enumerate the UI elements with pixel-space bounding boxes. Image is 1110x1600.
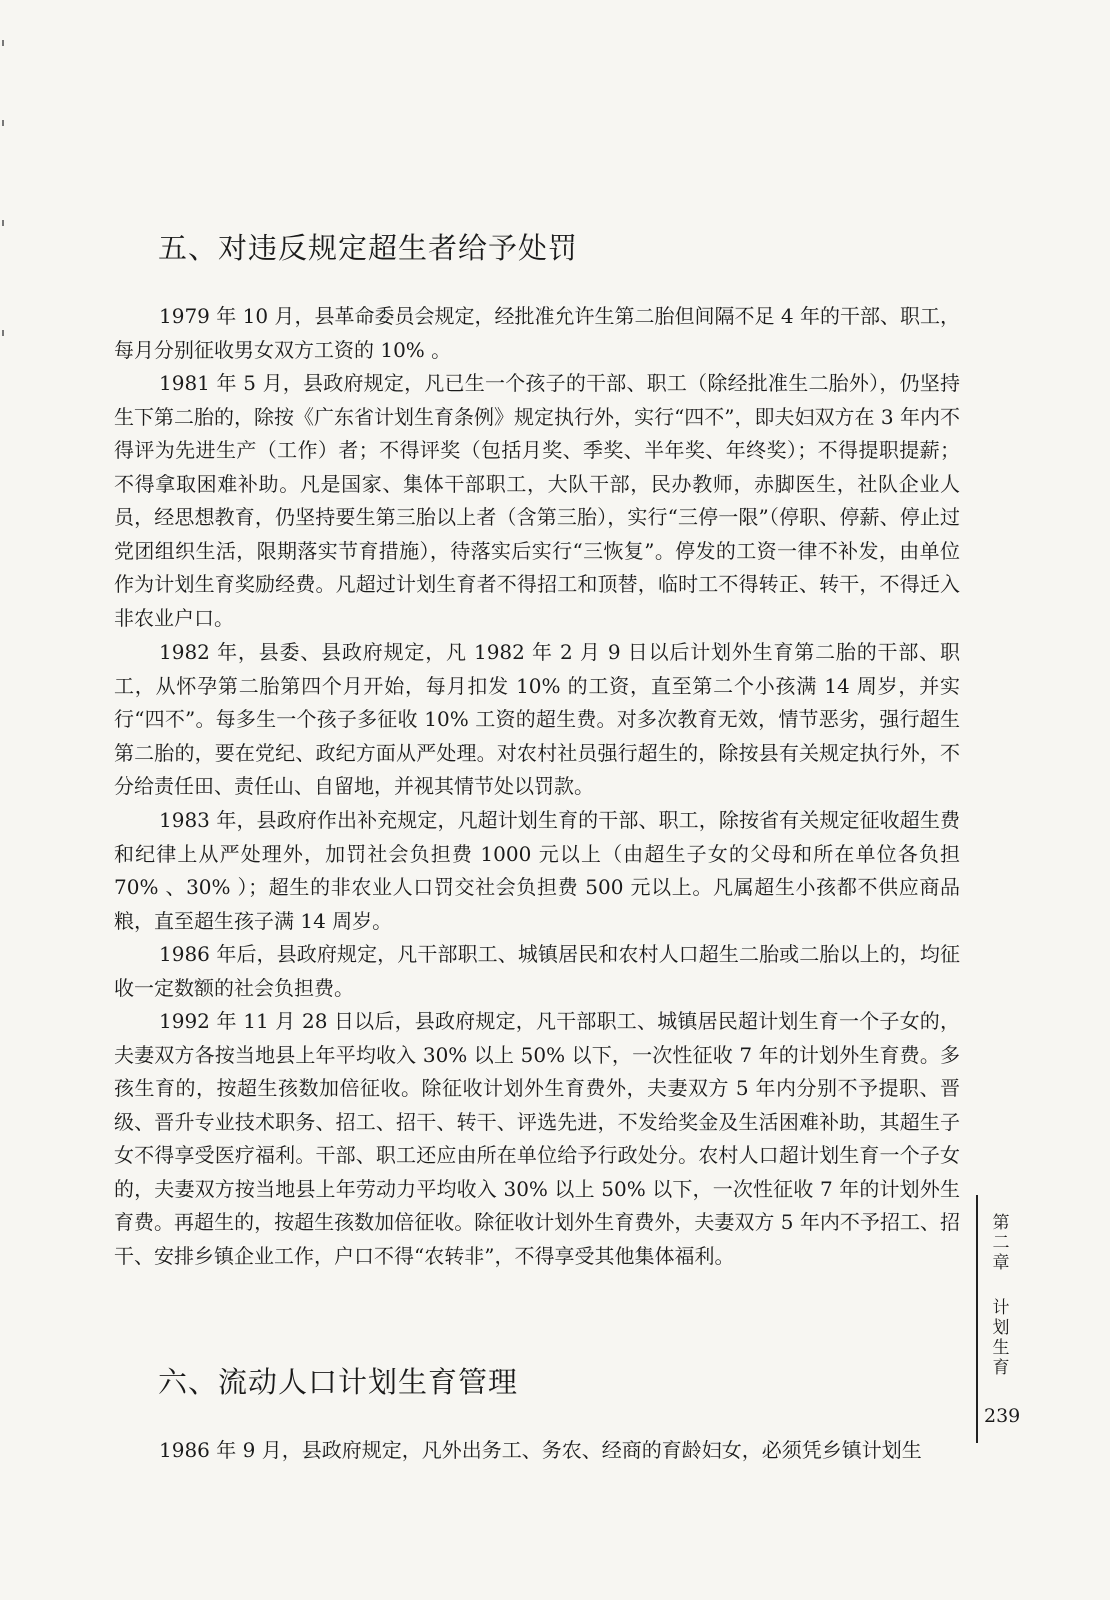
body-paragraph: 1986 年 9 月，县政府规定，凡外出务工、务农、经商的育龄妇女，必须凭乡镇计划生 xyxy=(159,1438,922,1462)
body-paragraph: 1981 年 5 月，县政府规定，凡已生一个孩子的干部、职工（除经批准生二胎外），仍坚持生下第二胎的，除按《广东省计划生育条例》规定执行外，实行“四不”，即夫妇双方在 3 年内不得评为先进生产（工作）者；不得评奖（包括月奖、季奖、半年奖、年终奖）；不得提职提薪；不得拿取困难补助。凡是国家、集体干部职工，大队干部，民办教师，赤脚医生，社队企业人员，经思想教育，仍坚持要生第三胎以上者（含第三胎），实行“三停一限”（停职、停薪、停止过党团组织生活，限期落实节育措施），待落实后实行“三恢复”。停发的工资一律不补发，由单位作为计划生育奖励经费。凡超过计划生育者不得招工和顶替，临时工不得转正、转干，不得迁入非农业户口。 xyxy=(114,371,960,630)
scan-edge-mark xyxy=(2,40,4,46)
running-chapter-number: 第二章 xyxy=(992,1213,1010,1273)
body-paragraph: 1982 年，县委、县政府规定，凡 1982 年 2 月 9 日以后计划外生育第二胎的干部、职工，从怀孕第二胎第四个月开始，每月扣发 10% 的工资，直至第二个小孩满 14 周岁，并实行“四不”。每多生一个孩子多征收 10% 工资的超生费。对多次教育无效，情节恶劣，强行超生第二胎的，要在党纪、政纪方面从严处理。对农村社员强行超生的，除按县有关规定执行外，不分给责任田、责任山、自留地，并视其情节处以罚款。 xyxy=(114,640,960,798)
scan-edge-mark xyxy=(2,330,4,336)
section-heading: 六、流动人口计划生育管理 xyxy=(158,1365,519,1399)
body-paragraph: 1979 年 10 月，县革命委员会规定，经批准允许生第二胎但间隔不足 4 年的干部、职工，每月分别征收男女双方工资的 10% 。 xyxy=(114,304,960,362)
margin-rule xyxy=(976,1195,978,1443)
running-chapter-title: 计划生育 xyxy=(992,1298,1010,1378)
page-number: 239 xyxy=(984,1405,1021,1427)
scan-edge-mark xyxy=(2,120,4,126)
body-paragraph: 1986 年后，县政府规定，凡干部职工、城镇居民和农村人口超生二胎或二胎以上的，均征收一定数额的社会负担费。 xyxy=(114,942,960,1000)
section-heading: 五、对违反规定超生者给予处罚 xyxy=(158,231,579,265)
body-paragraph: 1983 年，县政府作出补充规定，凡超计划生育的干部、职工，除按省有关规定征收超生费和纪律上从严处理外，加罚社会负担费 1000 元以上（由超生子女的父母和所在单位各负担 70% 、30% ）；超生的非农业人口罚交社会负担费 500 元以上。凡属超生小孩都不供应商品粮，直至超生孩子满 14 周岁。 xyxy=(114,808,960,933)
scan-edge-mark xyxy=(2,220,4,226)
body-paragraph: 1992 年 11 月 28 日以后，县政府规定，凡干部职工、城镇居民超计划生育一个子女的，夫妻双方各按当地县上年平均收入 30% 以上 50% 以下，一次性征收 7 年的计划外生育费。多孩生育的，按超生孩数加倍征收。除征收计划外生育费外，夫妻双方 5 年内分别不予提职、晋级、晋升专业技术职务、招工、招干、转干、评选先进，不发给奖金及生活困难补助，其超生子女不得享受医疗福利。干部、职工还应由所在单位给予行政处分。农村人口超计划生育一个子女的，夫妻双方按当地县上年劳动力平均收入 30% 以上 50% 以下，一次性征收 7 年的计划外生育费。再超生的，按超生孩数加倍征收。除征收计划外生育费外，夫妻双方 5 年内不予招工、招干、安排乡镇企业工作，户口不得“农转非”，不得享受其他集体福利。 xyxy=(114,1009,960,1268)
